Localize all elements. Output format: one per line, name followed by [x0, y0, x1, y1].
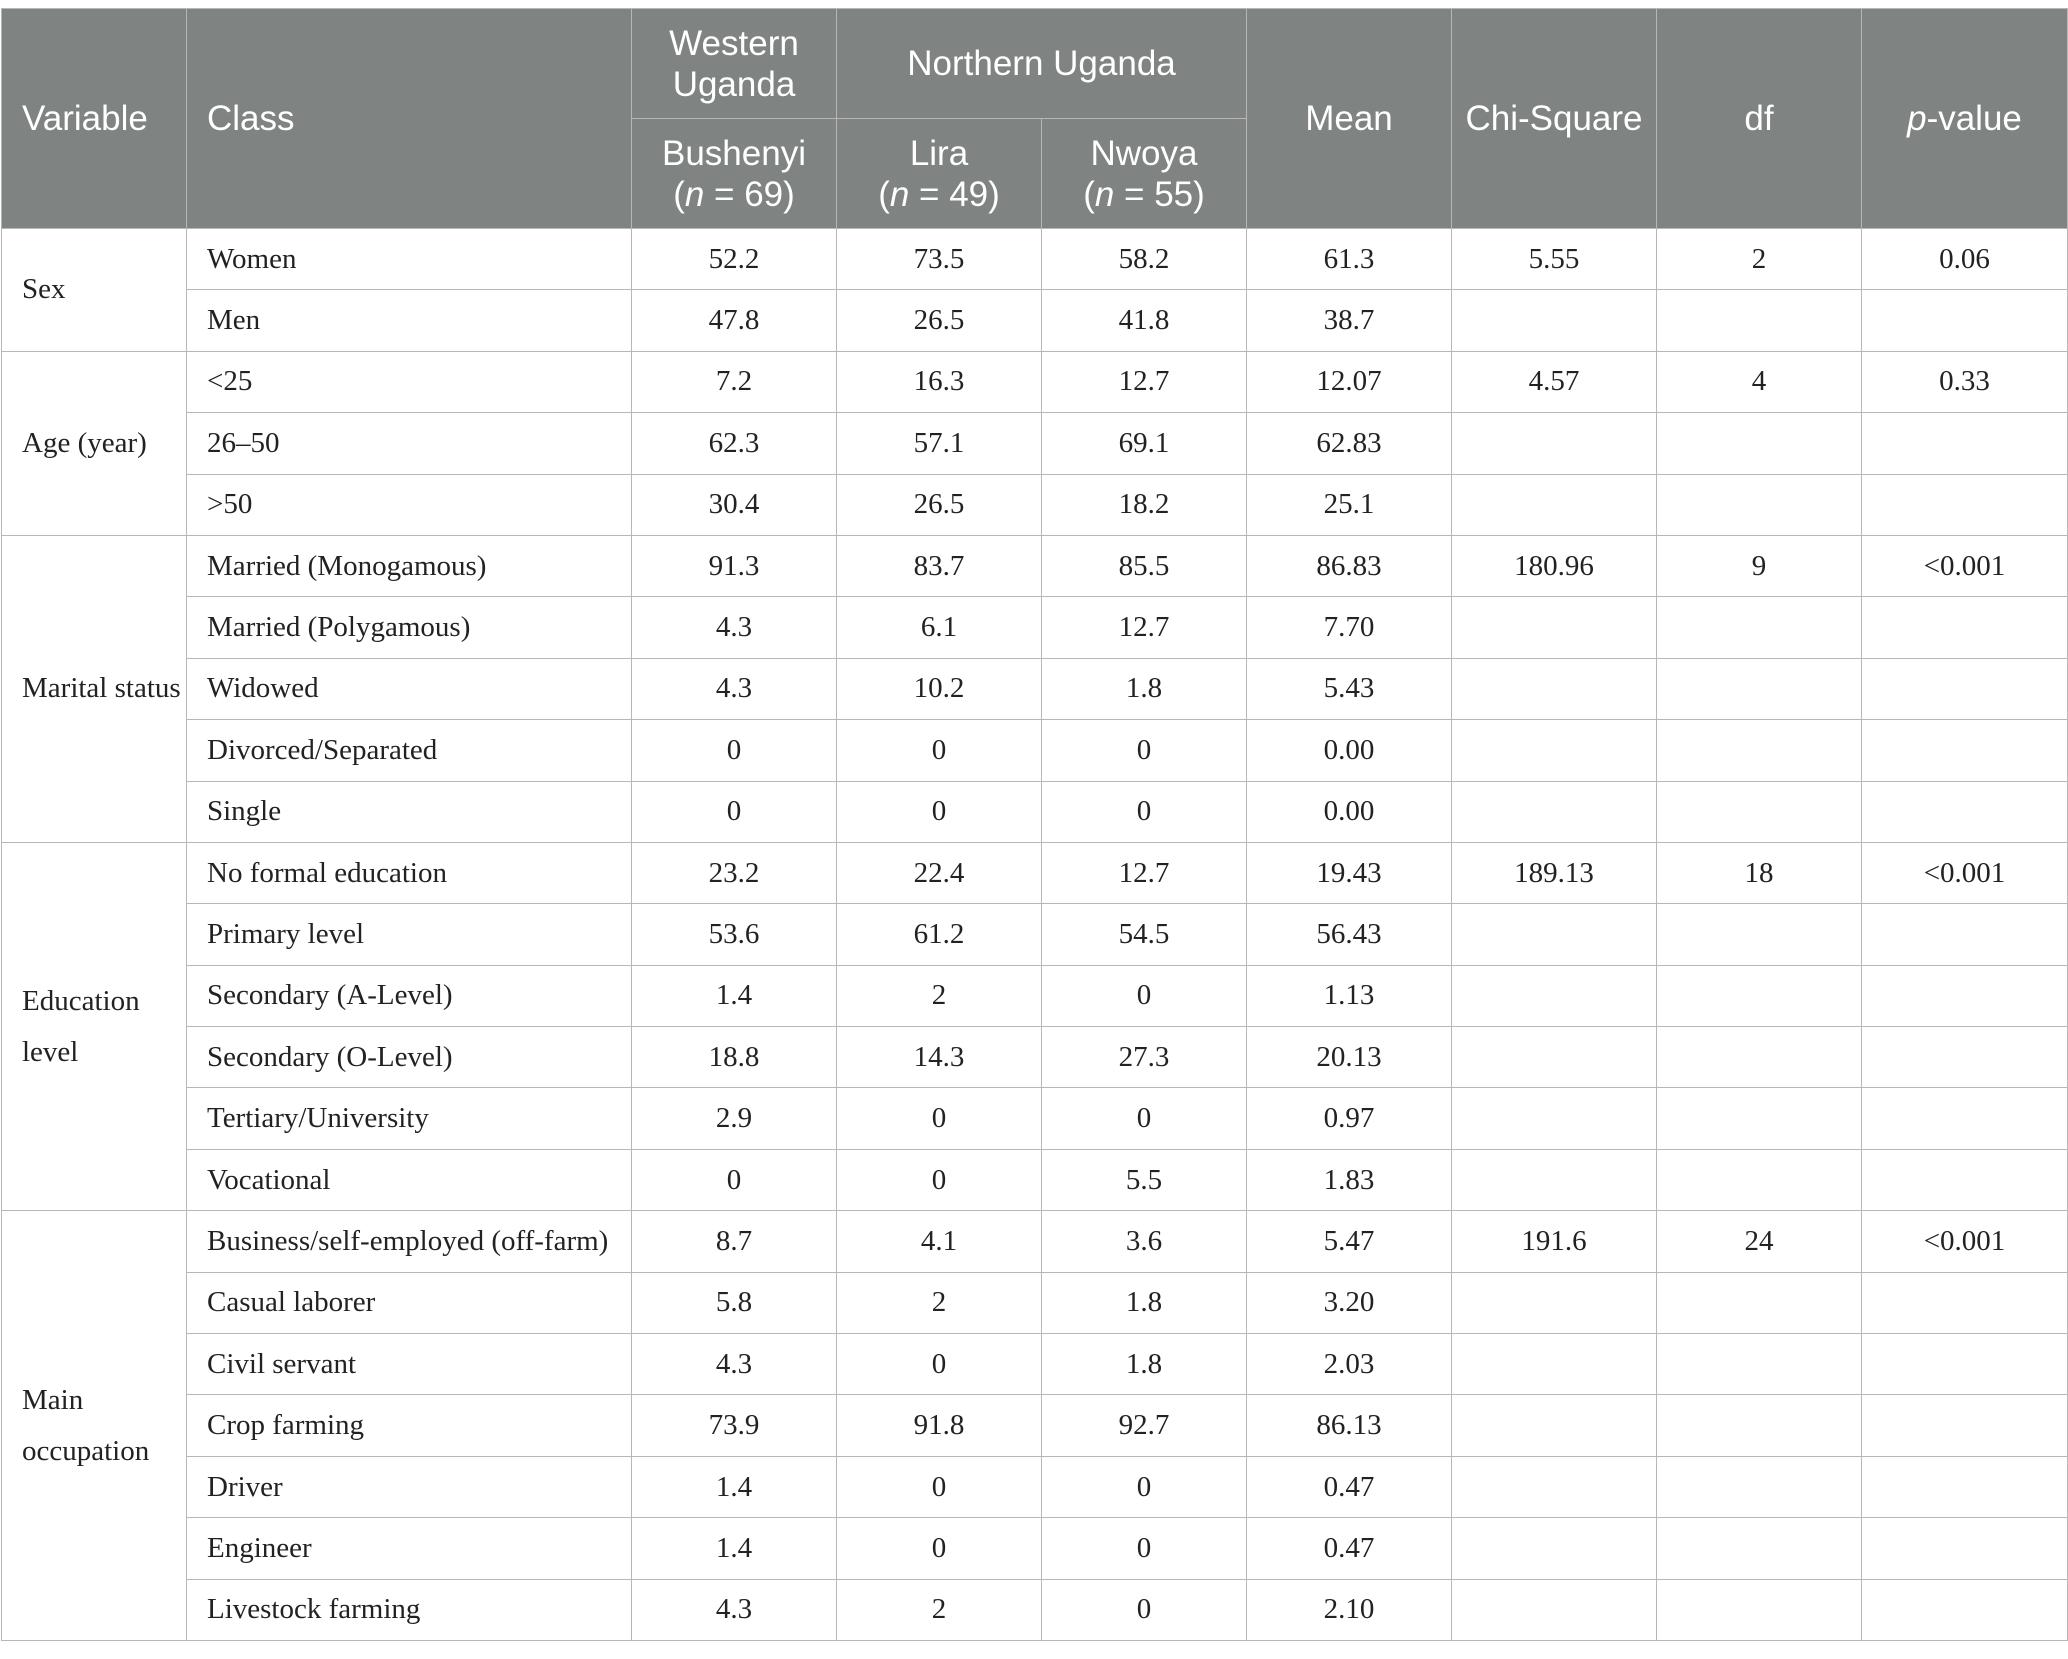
chi-cell — [1452, 1518, 1657, 1579]
nwoya-cell: 0 — [1042, 1456, 1247, 1517]
chi-cell — [1452, 1334, 1657, 1395]
mean-cell: 5.47 — [1247, 1211, 1452, 1272]
bushenyi-cell: 52.2 — [632, 229, 837, 290]
lira-cell: 16.3 — [837, 351, 1042, 412]
df-cell — [1657, 413, 1862, 474]
bushenyi-cell: 8.7 — [632, 1211, 837, 1272]
header-district-bushenyi — [632, 119, 837, 229]
bushenyi-cell: 47.8 — [632, 290, 837, 351]
district-n-open: ( — [1083, 174, 1095, 214]
chi-cell: 4.57 — [1452, 351, 1657, 412]
nwoya-cell: 18.2 — [1042, 474, 1247, 535]
class-cell: Casual laborer — [187, 1272, 632, 1333]
table-row — [2, 658, 2068, 719]
chi-cell — [1452, 413, 1657, 474]
lira-cell: 14.3 — [837, 1027, 1042, 1088]
df-cell — [1657, 720, 1862, 781]
class-cell: Married (Polygamous) — [187, 597, 632, 658]
df-cell — [1657, 290, 1862, 351]
lira-cell: 26.5 — [837, 290, 1042, 351]
p-cell — [1862, 720, 2068, 781]
lira-cell: 61.2 — [837, 904, 1042, 965]
bushenyi-cell: 0 — [632, 720, 837, 781]
df-cell — [1657, 965, 1862, 1026]
lira-cell: 0 — [837, 1334, 1042, 1395]
lira-cell: 4.1 — [837, 1211, 1042, 1272]
nwoya-cell: 85.5 — [1042, 535, 1247, 596]
class-cell: 26–50 — [187, 413, 632, 474]
p-cell — [1862, 597, 2068, 658]
p-cell — [1862, 1395, 2068, 1456]
mean-cell: 2.10 — [1247, 1579, 1452, 1640]
lira-cell: 10.2 — [837, 658, 1042, 719]
lira-cell: 0 — [837, 1518, 1042, 1579]
nwoya-cell: 0 — [1042, 1518, 1247, 1579]
table-row — [2, 1395, 2068, 1456]
table-row — [2, 413, 2068, 474]
variable-cell: Education level — [2, 842, 187, 1210]
header-region-western: Western Uganda — [632, 9, 837, 119]
bushenyi-cell: 1.4 — [632, 1518, 837, 1579]
p-cell — [1862, 290, 2068, 351]
nwoya-cell: 1.8 — [1042, 1272, 1247, 1333]
lira-cell: 2 — [837, 1272, 1042, 1333]
mean-cell: 62.83 — [1247, 413, 1452, 474]
lira-cell: 57.1 — [837, 413, 1042, 474]
mean-cell: 1.83 — [1247, 1149, 1452, 1210]
class-cell: Livestock farming — [187, 1579, 632, 1640]
mean-cell: 56.43 — [1247, 904, 1452, 965]
lira-cell: 91.8 — [837, 1395, 1042, 1456]
chi-cell — [1452, 965, 1657, 1026]
nwoya-cell: 69.1 — [1042, 413, 1247, 474]
bushenyi-cell: 1.4 — [632, 1456, 837, 1517]
class-cell: Divorced/Separated — [187, 720, 632, 781]
nwoya-cell: 27.3 — [1042, 1027, 1247, 1088]
bushenyi-cell: 7.2 — [632, 351, 837, 412]
chi-cell: 191.6 — [1452, 1211, 1657, 1272]
header-district-lira — [837, 119, 1042, 229]
nwoya-cell: 92.7 — [1042, 1395, 1247, 1456]
lira-cell: 83.7 — [837, 535, 1042, 596]
header-region-northern: Northern Uganda — [837, 9, 1247, 119]
table-row — [2, 1579, 2068, 1640]
bushenyi-cell: 2.9 — [632, 1088, 837, 1149]
class-cell: Single — [187, 781, 632, 842]
p-cell — [1862, 1334, 2068, 1395]
df-cell — [1657, 658, 1862, 719]
bushenyi-cell: 18.8 — [632, 1027, 837, 1088]
table-row — [2, 1272, 2068, 1333]
bushenyi-cell: 30.4 — [632, 474, 837, 535]
nwoya-cell: 1.8 — [1042, 658, 1247, 719]
nwoya-cell: 5.5 — [1042, 1149, 1247, 1210]
class-cell: Men — [187, 290, 632, 351]
chi-cell — [1452, 474, 1657, 535]
df-cell — [1657, 1518, 1862, 1579]
class-cell: Primary level — [187, 904, 632, 965]
nwoya-cell: 3.6 — [1042, 1211, 1247, 1272]
p-cell — [1862, 1149, 2068, 1210]
p-cell — [1862, 965, 2068, 1026]
mean-cell: 0.00 — [1247, 720, 1452, 781]
chi-cell — [1452, 1579, 1657, 1640]
table-row — [2, 1518, 2068, 1579]
nwoya-cell: 0 — [1042, 965, 1247, 1026]
class-cell: Business/self-employed (off-farm) — [187, 1211, 632, 1272]
district-n-value: = 49) — [919, 174, 1000, 214]
district-n-open: ( — [673, 174, 685, 214]
p-cell — [1862, 904, 2068, 965]
class-cell: Widowed — [187, 658, 632, 719]
class-cell: Engineer — [187, 1518, 632, 1579]
p-cell: 0.06 — [1862, 229, 2068, 290]
bushenyi-cell: 53.6 — [632, 904, 837, 965]
chi-cell — [1452, 290, 1657, 351]
chi-cell — [1452, 597, 1657, 658]
table-row — [2, 781, 2068, 842]
mean-cell: 86.13 — [1247, 1395, 1452, 1456]
header-district-nwoya — [1042, 119, 1247, 229]
class-cell: Vocational — [187, 1149, 632, 1210]
df-cell — [1657, 1027, 1862, 1088]
chi-cell: 5.55 — [1452, 229, 1657, 290]
mean-cell: 1.13 — [1247, 965, 1452, 1026]
p-cell — [1862, 1579, 2068, 1640]
bushenyi-cell: 0 — [632, 1149, 837, 1210]
df-cell: 18 — [1657, 842, 1862, 903]
p-cell — [1862, 1027, 2068, 1088]
p-cell — [1862, 413, 2068, 474]
table-row — [2, 1211, 2068, 1272]
header-class: Class — [187, 9, 632, 229]
class-cell: Crop farming — [187, 1395, 632, 1456]
table-row — [2, 1456, 2068, 1517]
class-cell: <25 — [187, 351, 632, 412]
variable-cell: Age (year) — [2, 351, 187, 535]
p-cell — [1862, 658, 2068, 719]
p-cell — [1862, 474, 2068, 535]
mean-cell: 0.47 — [1247, 1518, 1452, 1579]
bushenyi-cell: 4.3 — [632, 597, 837, 658]
nwoya-cell: 0 — [1042, 1088, 1247, 1149]
lira-cell: 0 — [837, 1456, 1042, 1517]
table-row — [2, 720, 2068, 781]
df-cell: 2 — [1657, 229, 1862, 290]
table-row — [2, 904, 2068, 965]
mean-cell: 2.03 — [1247, 1334, 1452, 1395]
lira-cell: 0 — [837, 720, 1042, 781]
nwoya-cell: 41.8 — [1042, 290, 1247, 351]
table-row — [2, 1088, 2068, 1149]
header-variable: Variable — [2, 9, 187, 229]
class-cell: Married (Monogamous) — [187, 535, 632, 596]
table-header — [2, 9, 2068, 229]
df-cell — [1657, 904, 1862, 965]
df-cell — [1657, 1579, 1862, 1640]
nwoya-cell: 12.7 — [1042, 351, 1247, 412]
district-n-value: = 55) — [1124, 174, 1205, 214]
nwoya-cell: 12.7 — [1042, 842, 1247, 903]
chi-cell — [1452, 658, 1657, 719]
df-cell — [1657, 597, 1862, 658]
nwoya-cell: 58.2 — [1042, 229, 1247, 290]
bushenyi-cell: 5.8 — [632, 1272, 837, 1333]
header-row-1 — [2, 9, 2068, 119]
p-cell — [1862, 1088, 2068, 1149]
header-p-italic: p — [1907, 99, 1927, 138]
table-row — [2, 474, 2068, 535]
table-row — [2, 229, 2068, 290]
class-cell: >50 — [187, 474, 632, 535]
table-row — [2, 1149, 2068, 1210]
df-cell: 24 — [1657, 1211, 1862, 1272]
mean-cell: 20.13 — [1247, 1027, 1452, 1088]
df-cell: 9 — [1657, 535, 1862, 596]
mean-cell: 0.97 — [1247, 1088, 1452, 1149]
mean-cell: 0.47 — [1247, 1456, 1452, 1517]
district-n-label: n — [684, 174, 705, 214]
bushenyi-cell: 73.9 — [632, 1395, 837, 1456]
header-mean: Mean — [1247, 9, 1452, 229]
mean-cell: 7.70 — [1247, 597, 1452, 658]
lira-cell: 26.5 — [837, 474, 1042, 535]
header-chi-square: Chi-Square — [1452, 9, 1657, 229]
df-cell — [1657, 474, 1862, 535]
df-cell: 4 — [1657, 351, 1862, 412]
class-cell: Secondary (O-Level) — [187, 1027, 632, 1088]
mean-cell: 86.83 — [1247, 535, 1452, 596]
p-cell: <0.001 — [1862, 1211, 2068, 1272]
chi-cell — [1452, 1395, 1657, 1456]
mean-cell: 19.43 — [1247, 842, 1452, 903]
p-cell: <0.001 — [1862, 535, 2068, 596]
mean-cell: 3.20 — [1247, 1272, 1452, 1333]
class-cell: Civil servant — [187, 1334, 632, 1395]
table-body — [2, 229, 2068, 1641]
chi-cell — [1452, 1272, 1657, 1333]
chi-cell — [1452, 1088, 1657, 1149]
nwoya-cell: 0 — [1042, 720, 1247, 781]
class-cell: Women — [187, 229, 632, 290]
chi-cell — [1452, 720, 1657, 781]
lira-cell: 6.1 — [837, 597, 1042, 658]
table-row — [2, 1027, 2068, 1088]
mean-cell: 5.43 — [1247, 658, 1452, 719]
district-n-open: ( — [878, 174, 890, 214]
mean-cell: 61.3 — [1247, 229, 1452, 290]
lira-cell: 2 — [837, 1579, 1042, 1640]
district-name: Nwoya — [1090, 133, 1198, 173]
bushenyi-cell: 91.3 — [632, 535, 837, 596]
mean-cell: 38.7 — [1247, 290, 1452, 351]
p-cell: <0.001 — [1862, 842, 2068, 903]
nwoya-cell: 12.7 — [1042, 597, 1247, 658]
table-row — [2, 351, 2068, 412]
lira-cell: 0 — [837, 1088, 1042, 1149]
class-cell: Secondary (A-Level) — [187, 965, 632, 1026]
chi-cell — [1452, 781, 1657, 842]
df-cell — [1657, 1272, 1862, 1333]
table-row — [2, 965, 2068, 1026]
bushenyi-cell: 0 — [632, 781, 837, 842]
df-cell — [1657, 1088, 1862, 1149]
lira-cell: 0 — [837, 781, 1042, 842]
chi-cell — [1452, 1456, 1657, 1517]
bushenyi-cell: 1.4 — [632, 965, 837, 1026]
header-p-value — [1862, 9, 2068, 229]
district-n-value: = 69) — [714, 174, 795, 214]
demographics-table — [1, 8, 2068, 1641]
variable-cell: Main occupation — [2, 1211, 187, 1641]
district-name: Lira — [909, 133, 969, 173]
mean-cell: 12.07 — [1247, 351, 1452, 412]
lira-cell: 73.5 — [837, 229, 1042, 290]
class-cell: Driver — [187, 1456, 632, 1517]
lira-cell: 22.4 — [837, 842, 1042, 903]
chi-cell: 189.13 — [1452, 842, 1657, 903]
district-n-label: n — [889, 174, 910, 214]
table-row — [2, 1334, 2068, 1395]
class-cell: No formal education — [187, 842, 632, 903]
df-cell — [1657, 1334, 1862, 1395]
chi-cell: 180.96 — [1452, 535, 1657, 596]
chi-cell — [1452, 1027, 1657, 1088]
bushenyi-cell: 4.3 — [632, 1334, 837, 1395]
p-cell: 0.33 — [1862, 351, 2068, 412]
table-row — [2, 842, 2068, 903]
p-cell — [1862, 1272, 2068, 1333]
p-cell — [1862, 1518, 2068, 1579]
nwoya-cell: 0 — [1042, 781, 1247, 842]
lira-cell: 2 — [837, 965, 1042, 1026]
class-cell: Tertiary/University — [187, 1088, 632, 1149]
chi-cell — [1452, 904, 1657, 965]
variable-cell: Sex — [2, 229, 187, 352]
p-cell — [1862, 1456, 2068, 1517]
nwoya-cell: 0 — [1042, 1579, 1247, 1640]
df-cell — [1657, 1456, 1862, 1517]
bushenyi-cell: 4.3 — [632, 1579, 837, 1640]
bushenyi-cell: 23.2 — [632, 842, 837, 903]
district-n-label: n — [1094, 174, 1115, 214]
bushenyi-cell: 62.3 — [632, 413, 837, 474]
p-cell — [1862, 781, 2068, 842]
df-cell — [1657, 1149, 1862, 1210]
df-cell — [1657, 1395, 1862, 1456]
variable-cell: Marital status — [2, 535, 187, 842]
header-df: df — [1657, 9, 1862, 229]
header-p-suffix: -value — [1926, 99, 2022, 138]
table-row — [2, 290, 2068, 351]
bushenyi-cell: 4.3 — [632, 658, 837, 719]
table-row — [2, 535, 2068, 596]
mean-cell: 25.1 — [1247, 474, 1452, 535]
district-name: Bushenyi — [662, 133, 806, 173]
nwoya-cell: 54.5 — [1042, 904, 1247, 965]
lira-cell: 0 — [837, 1149, 1042, 1210]
nwoya-cell: 1.8 — [1042, 1334, 1247, 1395]
chi-cell — [1452, 1149, 1657, 1210]
mean-cell: 0.00 — [1247, 781, 1452, 842]
df-cell — [1657, 781, 1862, 842]
table-row — [2, 597, 2068, 658]
